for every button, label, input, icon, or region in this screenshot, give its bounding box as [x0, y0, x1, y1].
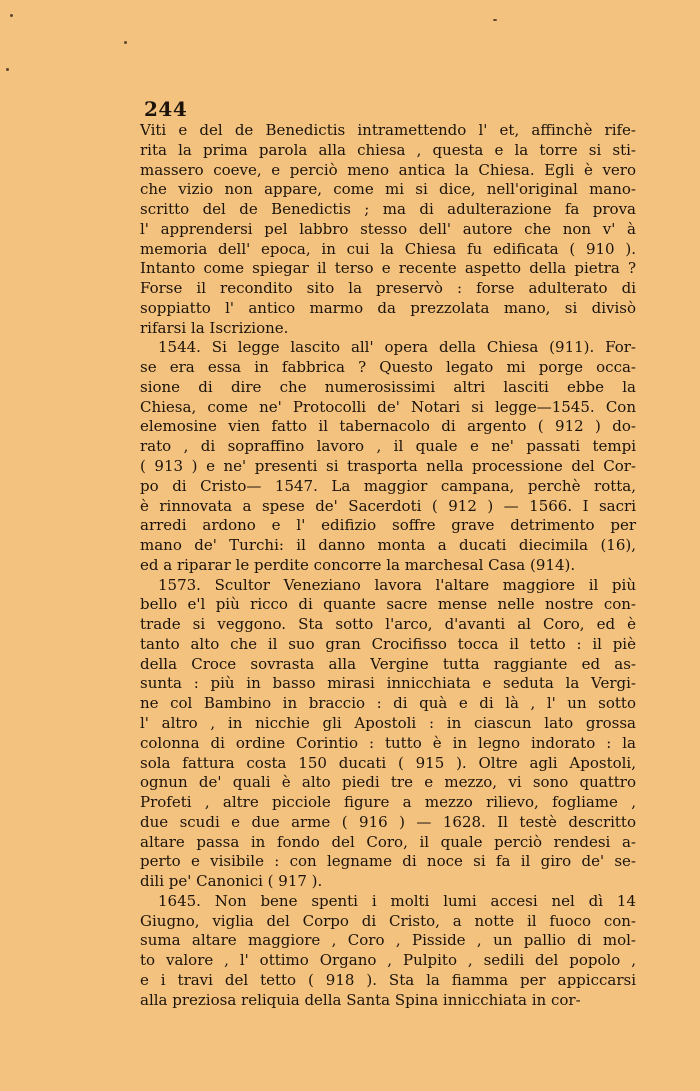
text-line: suma altare maggiore , Coro , Pisside , un pallio di mol- [140, 931, 636, 950]
text-line: Viti e del de Benedictis intramettendo l' et, affinchè rife- [140, 121, 636, 139]
text-line: mano de' Turchi: il danno monta a ducati diecimila (16), [140, 536, 636, 555]
text-line: trade si veggono. Sta sotto l'arco, d'avanti al Coro, ed è [140, 615, 636, 634]
text-line: alla preziosa reliquia della Santa Spina innicchiata in cor- [140, 990, 581, 1009]
ink-speck [124, 41, 127, 44]
text-line: elemosine vien fatto il tabernacolo di argento ( 912 ) do- [140, 417, 636, 436]
text-line: della Croce sovrasta alla Vergine tutta raggiante ed as- [140, 654, 636, 673]
text-line: l' altro , in nicchie gli Apostoli : in ciascun lato grossa [140, 713, 636, 732]
ink-speck [10, 14, 13, 17]
text-line: ed a riparar le perdite concorre la marchesal Casa (914). [140, 555, 576, 574]
text-line: Profeti , altre picciole figure a mezzo rilievo, fogliame , [140, 793, 636, 812]
text-line: ne col Bambino in braccio : di quà e di là , l' un sotto [140, 694, 636, 713]
text-line: memoria dell' epoca, in cui la Chiesa fu edificata ( 910 ). [140, 239, 636, 258]
text-line: dili pe' Canonici ( 917 ). [140, 872, 323, 891]
text-line: Forse il recondito sito la preservò : forse adulterato di [140, 279, 636, 298]
text-line: e i travi del tetto ( 918 ). Sta la fiamma per appiccarsi [140, 970, 636, 989]
text-line: due scudi e due arme ( 916 ) — 1628. Il testè descritto [140, 812, 636, 831]
text-line: colonna di ordine Corintio : tutto è in legno indorato : la [140, 733, 636, 752]
ink-speck [6, 68, 9, 71]
text-line: perto e visibile : con legname di noce si fa il giro de' se- [140, 852, 636, 871]
text-line: ( 913 ) e ne' presenti si trasporta nella processione del Cor- [140, 457, 636, 476]
text-line: po di Cristo— 1547. La maggior campana, perchè rotta, [140, 476, 636, 495]
text-line: Chiesa, come ne' Protocolli de' Notari si legge—1545. Con [140, 397, 636, 416]
text-line: rifarsi la Iscrizione. [140, 318, 289, 337]
text-line: 1645. Non bene spenti i molti lumi accesi nel dì 14 [158, 891, 636, 910]
text-line: to valore , l' ottimo Organo , Pulpito , sedili del popolo , [140, 951, 636, 970]
text-line: se era essa in fabbrica ? Questo legato mi porge occa- [140, 358, 636, 377]
text-line: altare passa in fondo del Coro, il quale perciò rendesi a- [140, 832, 636, 851]
body-text [140, 121, 636, 1010]
text-line: Giugno, viglia del Corpo di Cristo, a notte il fuoco con- [140, 911, 636, 930]
text-line: che vizio non appare, come mi si dice, nell'original mano- [140, 180, 636, 199]
text-line: Intanto come spiegar il terso e recente aspetto della pietra ? [140, 259, 636, 278]
paragraph [140, 121, 636, 338]
text-line: scritto del de Benedictis ; ma di adulterazione fa prova [140, 200, 636, 219]
text-line: l' apprendersi pel labbro stesso dell' autore che non v' à [140, 219, 636, 238]
text-line: 1544. Si legge lascito all' opera della Chiesa (911). For- [158, 338, 636, 357]
ink-speck [493, 19, 497, 21]
page-number: 244 [144, 97, 188, 121]
text-line: rita la prima parola alla chiesa , questa e la torre si sti- [140, 140, 636, 159]
text-line: massero coeve, e perciò meno antica la Chiesa. Egli è vero [140, 160, 636, 179]
text-line: tanto alto che il suo gran Crocifisso tocca il tetto : il piè [140, 634, 636, 653]
text-line: 1573. Scultor Veneziano lavora l'altare maggiore il più [158, 575, 636, 594]
text-line: soppiatto l' antico marmo da prezzolata mano, si divisò [140, 298, 636, 317]
text-line: sione di dire che numerosissimi altri lasciti ebbe la [140, 377, 636, 396]
text-line: rato , di sopraffino lavoro , il quale e ne' passati tempi [140, 437, 636, 456]
paragraph [140, 338, 636, 575]
text-line: sola fattura costa 150 ducati ( 915 ). Oltre agli Apostoli, [140, 753, 636, 772]
paragraph [140, 892, 636, 1011]
text-line: ognun de' quali è alto piedi tre e mezzo, vi sono quattro [140, 773, 636, 792]
paragraph [140, 576, 636, 892]
text-line: bello e'l più ricco di quante sacre mense nelle nostre con- [140, 595, 636, 614]
text-line: arredi ardono e l' edifizio soffre grave detrimento per [140, 516, 636, 535]
text-line: è rinnovata a spese de' Sacerdoti ( 912 ) — 1566. I sacri [140, 496, 636, 515]
text-line: sunta : più in basso mirasi innicchiata e seduta la Vergi- [140, 674, 636, 693]
